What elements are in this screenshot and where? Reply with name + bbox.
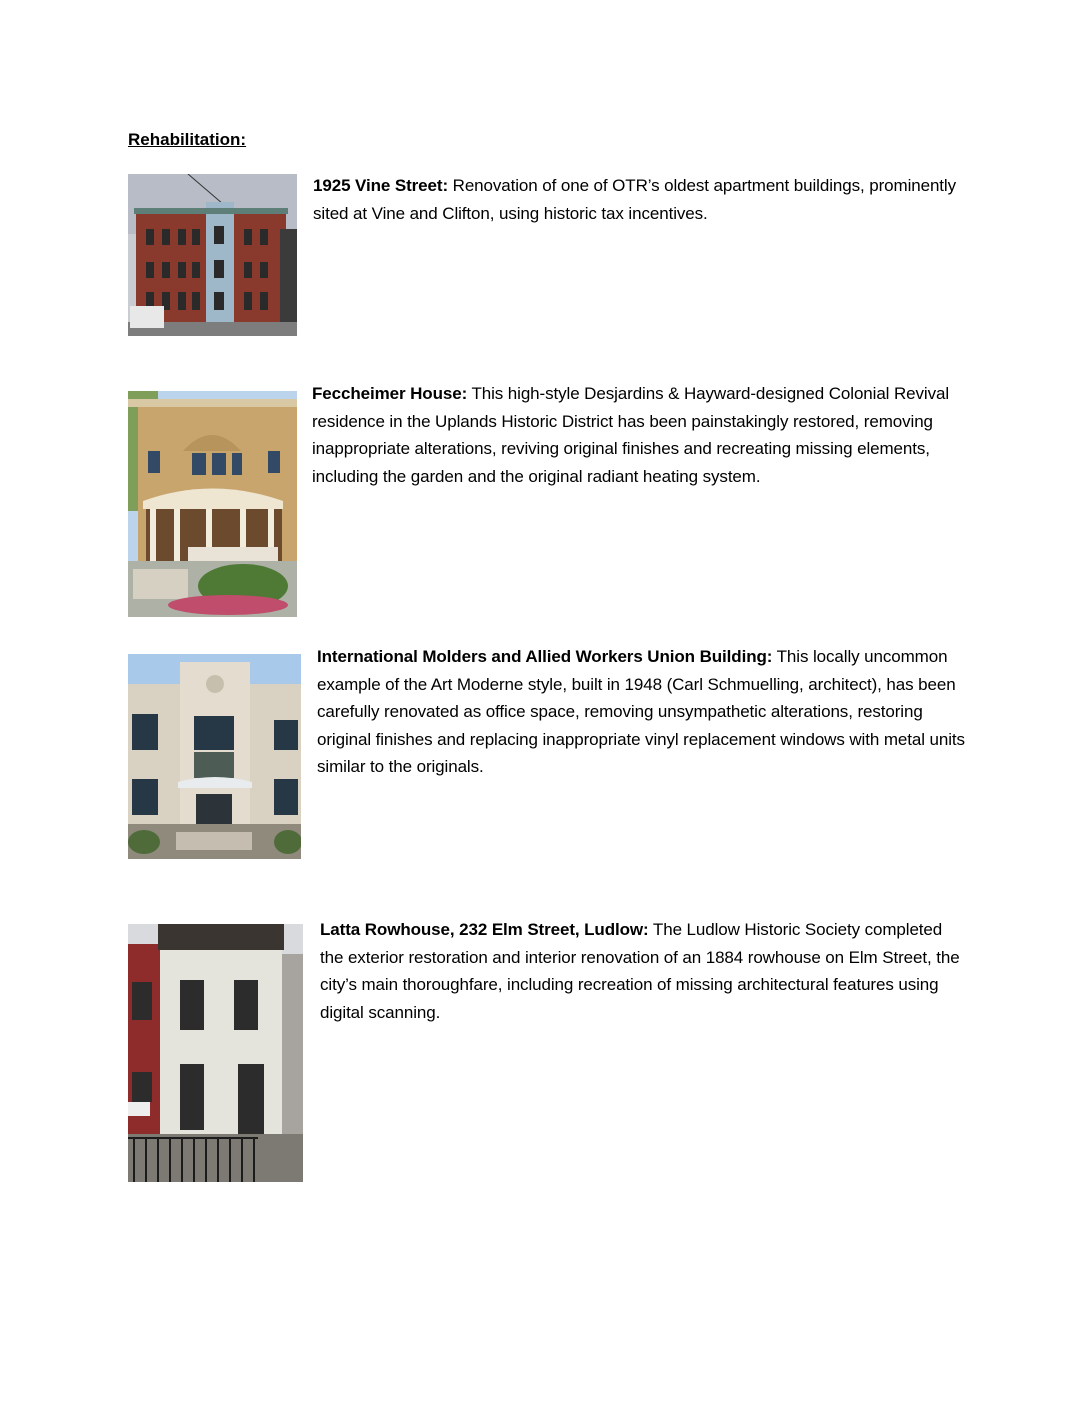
entry-title: Feccheimer House: [312, 384, 468, 403]
feccheimer-house-photo [128, 391, 297, 617]
molders-union-building-photo [128, 654, 301, 859]
entry-title: 1925 Vine Street: [313, 176, 449, 195]
entry-body: Renovation of one of OTR’s oldest apartment buildings, prominently sited at Vine and Clifton, using historic tax incentives. [313, 176, 957, 223]
vine-street-building-photo [128, 174, 297, 336]
section-heading: Rehabilitation: [128, 130, 247, 149]
entry-body: This high-style Desjardins & Hayward-designed Colonial Revival residence in the Uplands Historic District has been painstakingly restored, removing inappropriate alterations, reviving original finishes and recreating missing elements, including the garden and the original radiant heating system. [312, 384, 950, 486]
entry-title: Latta Rowhouse, 232 Elm Street, Ludlow: [320, 920, 649, 939]
entry-latta-rowhouse [320, 916, 970, 1026]
latta-rowhouse-photo [128, 924, 303, 1182]
entry-body: The Ludlow Historic Society completed the exterior restoration and interior renovation of an 1884 rowhouse on Elm Street, the city’s main thoroughfare, including recreation of missing architectural features using digital scanning. [320, 920, 960, 1022]
entry-molders-union-building [317, 643, 967, 781]
entry-title: International Molders and Allied Workers Union Building: [317, 647, 773, 666]
entry-vine-street [313, 172, 973, 227]
entry-body: This locally uncommon example of the Art Moderne style, built in 1948 (Carl Schmuelling, architect), has been carefully renovated as office space, removing unsympathetic alterations, restoring original finishes and replacing inappropriate vinyl replacement windows with metal units similar to the originals. [317, 647, 965, 776]
entry-feccheimer-house [312, 380, 972, 490]
